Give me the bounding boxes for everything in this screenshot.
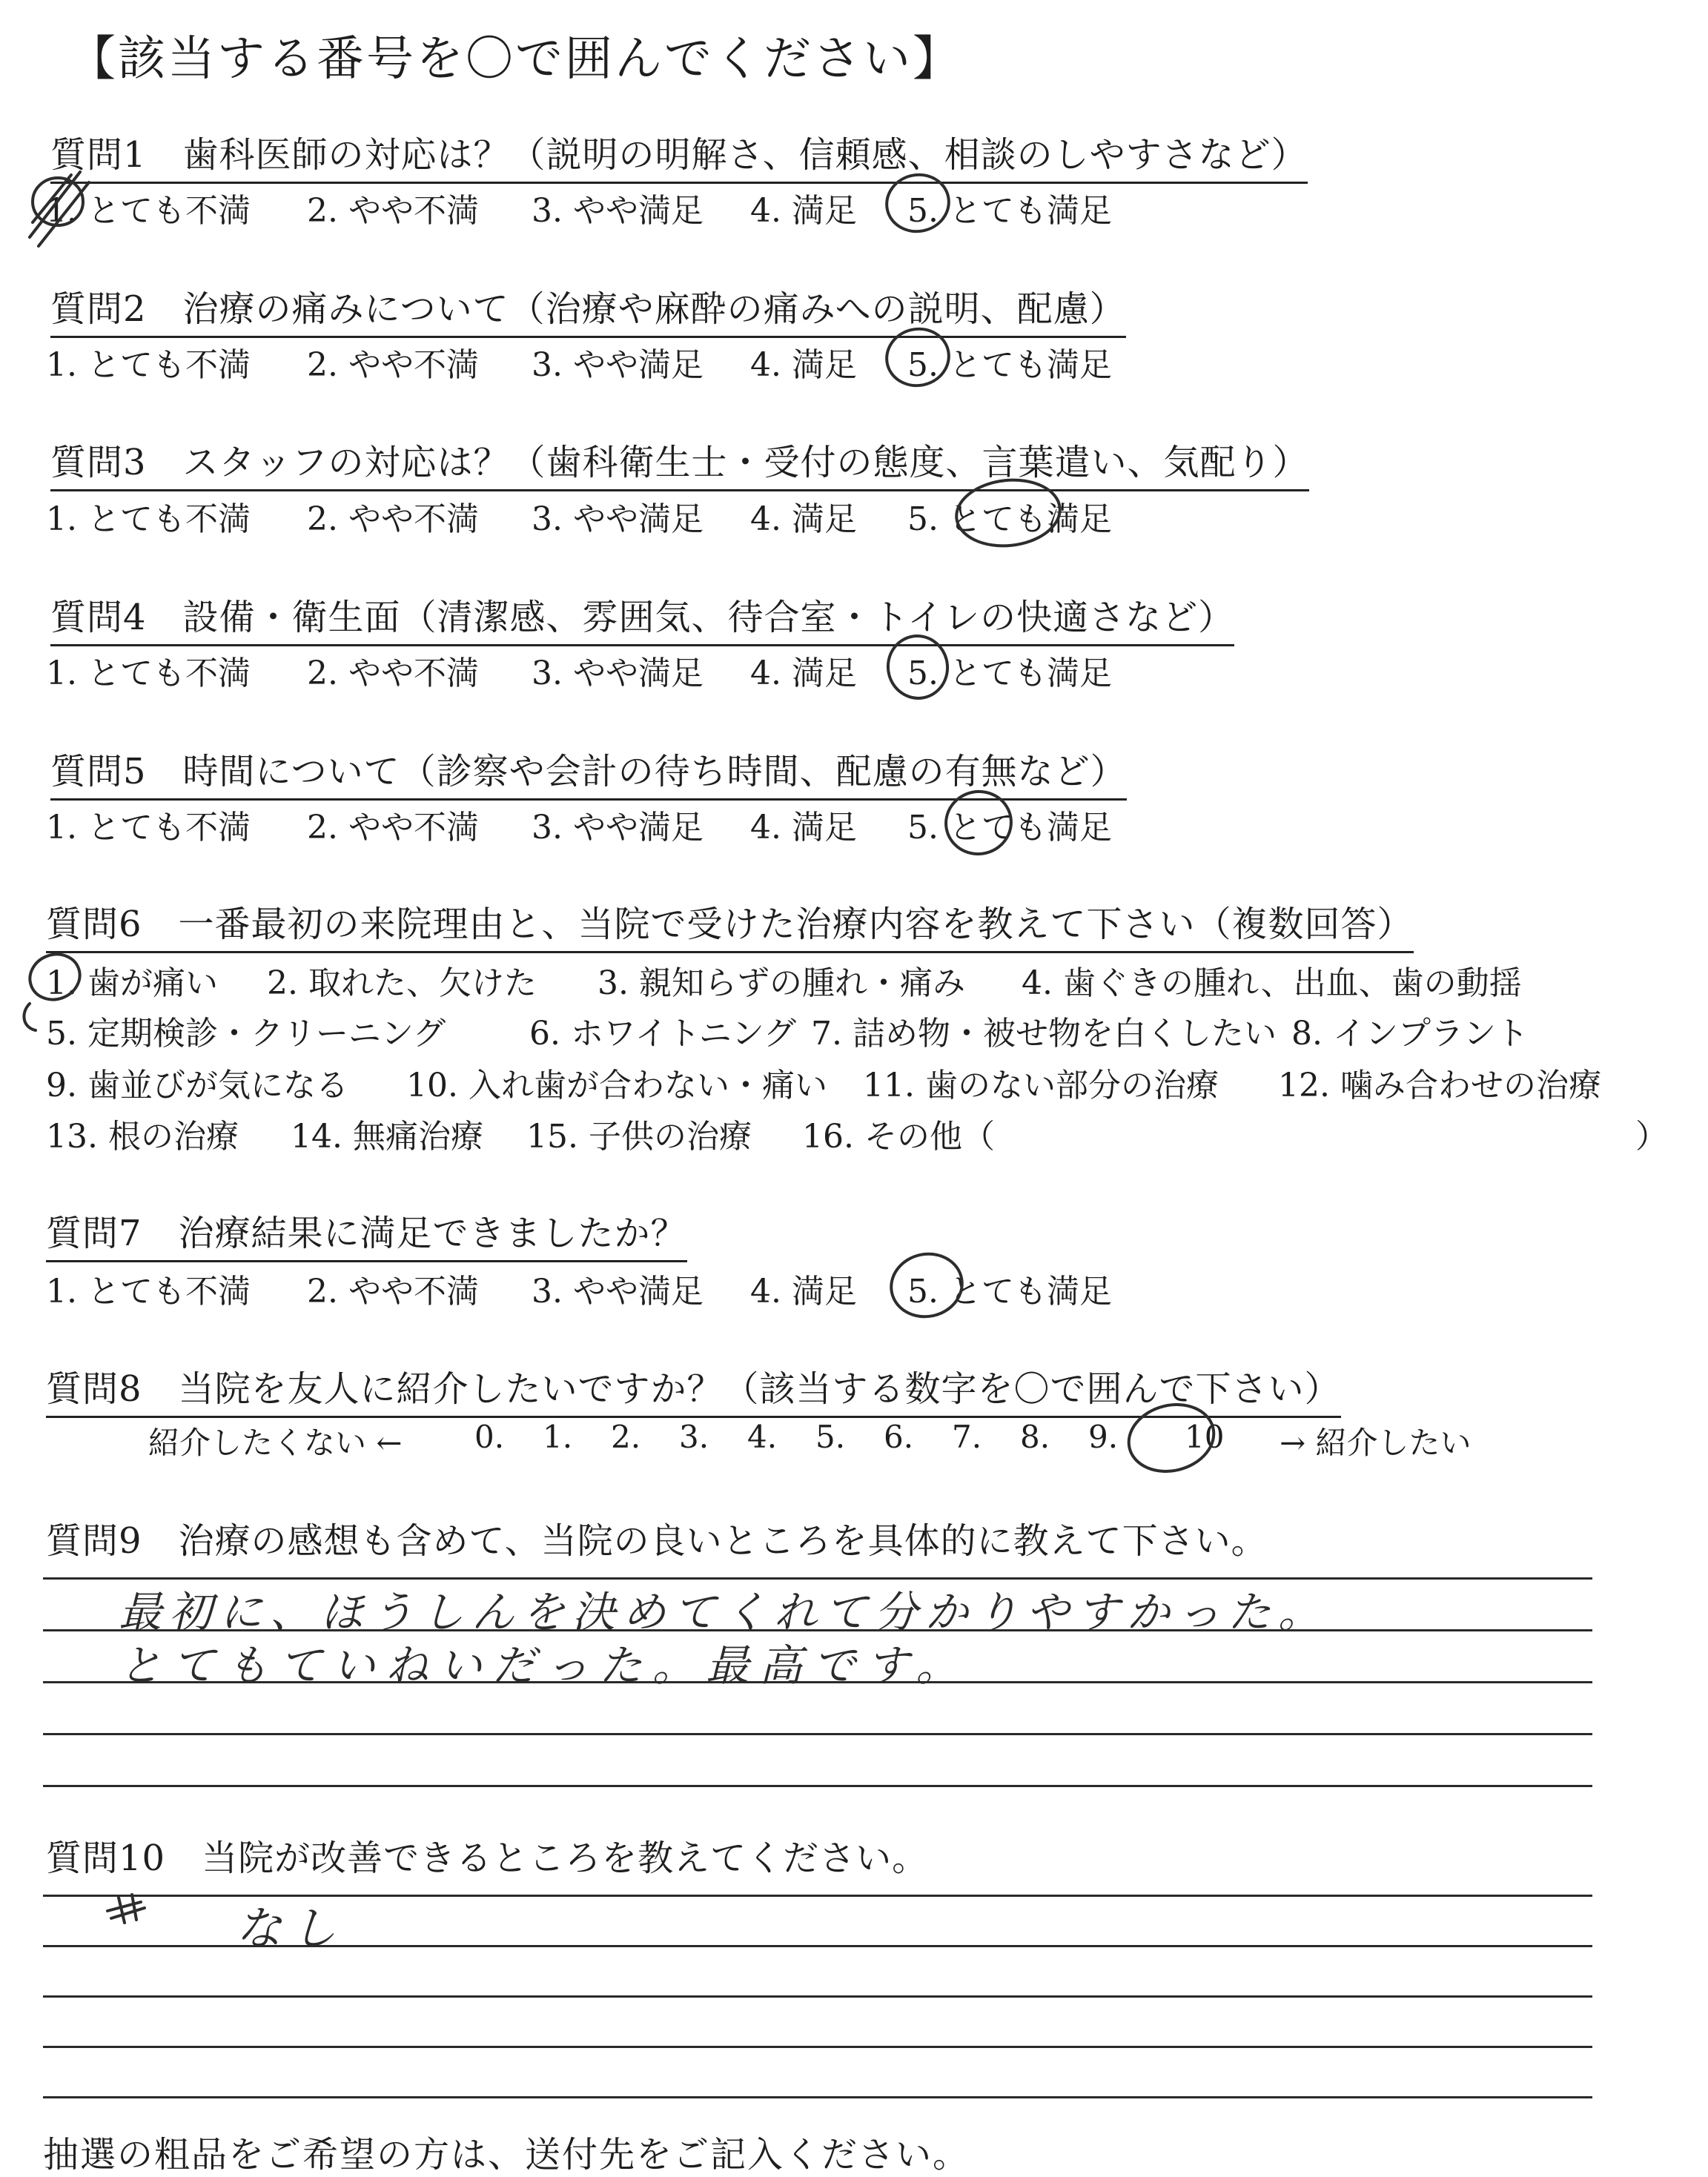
reason-option-10[interactable]: 10. 入れ歯が合わない・痛い <box>406 1067 827 1104</box>
scale-option-7[interactable]: 7. <box>952 1419 982 1455</box>
option-2[interactable]: 2. やや不満 <box>307 655 479 692</box>
option-3[interactable]: 3. やや満足 <box>532 809 704 846</box>
option-3[interactable]: 3. やや満足 <box>532 500 704 538</box>
footer-note: 抽選の粗品をご希望の方は、送付先をご記入ください。 <box>43 2134 970 2176</box>
question-4-title: 質問4 設備・衛生面（清潔感、雰囲気、待合室・トイレの快適さなど） <box>50 589 1234 646</box>
option-1[interactable]: 1. とても不満 <box>46 655 251 692</box>
answer-line <box>43 1733 1592 1735</box>
option-2[interactable]: 2. やや不満 <box>307 346 479 384</box>
option-4[interactable]: 4. 満足 <box>750 1273 857 1310</box>
q10-scratch-mark <box>107 1895 145 1923</box>
option-5[interactable]: 5. とても満足 <box>907 809 1112 846</box>
option-2[interactable]: 2. やや不満 <box>307 192 479 230</box>
q6-selected-mark-5 <box>24 1004 36 1030</box>
option-1[interactable]: 1. とても不満 <box>46 1273 251 1310</box>
reason-option-11[interactable]: 11. 歯のない部分の治療 <box>863 1067 1219 1104</box>
option-5[interactable]: 5. とても満足 <box>907 192 1112 230</box>
reason-option-8[interactable]: 8. インプラント <box>1291 1015 1529 1053</box>
option-1[interactable]: 1. とても不満 <box>46 809 251 846</box>
reason-option-5[interactable]: 5. 定期検診・クリーニング <box>46 1015 446 1053</box>
question-1-title: 質問1 歯科医師の対応は？（説明の明解さ、信頼感、相談のしやすさなど） <box>50 126 1308 184</box>
question-4-options <box>46 646 1112 694</box>
reason-option-1[interactable]: 1. 歯が痛い <box>46 964 218 1002</box>
question-5-options <box>46 801 1112 848</box>
option-1[interactable]: 1. とても不満 <box>46 500 251 538</box>
reason-option-16[interactable]: 16. その他（ <box>802 1118 995 1156</box>
reason-option-14[interactable]: 14. 無痛治療 <box>291 1118 483 1156</box>
option-2[interactable]: 2. やや不満 <box>307 1273 479 1310</box>
reason-option-13[interactable]: 13. 根の治療 <box>46 1118 239 1156</box>
scale-option-2[interactable]: 2. <box>611 1419 641 1455</box>
option-2[interactable]: 2. やや不満 <box>307 500 479 538</box>
option-3[interactable]: 3. やや満足 <box>532 1273 704 1310</box>
option-3[interactable]: 3. やや満足 <box>532 346 704 384</box>
scale-option-4[interactable]: 4. <box>747 1419 778 1455</box>
scale-left-label: 紹介したくない ← <box>148 1425 403 1461</box>
question-10-title: 質問10 当院が改善できるところを教えてください。 <box>46 1838 929 1879</box>
question-6-row-2 <box>46 1007 1529 1054</box>
question-6-row-3 <box>46 1058 1601 1106</box>
scale-option-10[interactable]: 10 <box>1185 1419 1225 1455</box>
reason-option-15[interactable]: 15. 子供の治療 <box>526 1118 752 1156</box>
option-2[interactable]: 2. やや不満 <box>307 809 479 846</box>
answer-line <box>43 2046 1592 2048</box>
reason-other-close-paren: ） <box>1635 1118 1668 1156</box>
question-1-options <box>46 184 1112 231</box>
option-4[interactable]: 4. 満足 <box>750 192 857 230</box>
question-9-title: 質問9 治療の感想も含めて、当院の良いところを具体的に教えて下さい。 <box>46 1520 1268 1562</box>
scale-option-3[interactable]: 3. <box>679 1419 709 1455</box>
answer-line <box>43 2096 1592 2098</box>
question-7-title: 質問7 治療結果に満足できましたか？ <box>46 1205 687 1262</box>
q9-handwritten-answer-2[interactable]: とてもていねいだった。最高です。 <box>119 1640 970 1691</box>
question-2-title: 質問2 治療の痛みについて（治療や麻酔の痛みへの説明、配慮） <box>50 280 1126 338</box>
reason-option-12[interactable]: 12. 噛み合わせの治療 <box>1278 1067 1601 1104</box>
question-3-options <box>46 492 1112 540</box>
reason-option-6[interactable]: 6. ホワイトニング <box>529 1015 797 1053</box>
q9-handwritten-answer-1[interactable]: 最初に、ほうしんを決めてくれて分かりやすかった。 <box>119 1587 1329 1637</box>
scale-option-8[interactable]: 8. <box>1020 1419 1050 1455</box>
option-1[interactable]: 1. とても不満 <box>46 346 251 384</box>
form-title: 【該当する番号を〇で囲んでください】 <box>68 32 962 87</box>
option-5[interactable]: 5. とても満足 <box>907 655 1112 692</box>
q10-handwritten-answer[interactable]: なし <box>236 1901 346 1955</box>
scale-option-9[interactable]: 9. <box>1088 1419 1119 1455</box>
option-4[interactable]: 4. 満足 <box>750 500 857 538</box>
option-4[interactable]: 4. 満足 <box>750 655 857 692</box>
option-1[interactable]: 1. とても不満 <box>46 192 251 230</box>
option-4[interactable]: 4. 満足 <box>750 809 857 846</box>
option-3[interactable]: 3. やや満足 <box>532 192 704 230</box>
answer-line <box>43 1785 1592 1787</box>
question-2-options <box>46 338 1112 385</box>
reason-option-7[interactable]: 7. 詰め物・被せ物を白くしたい <box>811 1015 1277 1053</box>
reason-option-3[interactable]: 3. 親知らずの腫れ・痛み <box>598 964 965 1002</box>
option-3[interactable]: 3. やや満足 <box>532 655 704 692</box>
question-6-row-1 <box>46 956 1522 1004</box>
option-4[interactable]: 4. 満足 <box>750 346 857 384</box>
reason-option-2[interactable]: 2. 取れた、欠けた <box>267 964 537 1002</box>
reason-option-9[interactable]: 9. 歯並びが気になる <box>46 1067 348 1104</box>
question-5-title: 質問5 時間について（診察や会計の待ち時間、配慮の有無など） <box>50 743 1127 801</box>
answer-line <box>43 1995 1592 1998</box>
reason-option-4[interactable]: 4. 歯ぐきの腫れ、出血、歯の動揺 <box>1022 964 1522 1002</box>
scale-option-0[interactable]: 0. <box>474 1419 505 1455</box>
question-6-row-4 <box>46 1110 1668 1157</box>
question-7-options <box>46 1265 1112 1312</box>
option-5[interactable]: 5. とても満足 <box>907 500 1112 538</box>
question-8-scale <box>148 1419 1472 1463</box>
question-8-title: 質問8 当院を友人に紹介したいですか？（該当する数字を〇で囲んで下さい） <box>46 1360 1341 1418</box>
scale-option-6[interactable]: 6. <box>884 1419 914 1455</box>
scale-right-label: → 紹介したい <box>1280 1425 1472 1461</box>
scale-option-1[interactable]: 1. <box>543 1419 573 1455</box>
question-6-title: 質問6 一番最初の来院理由と、当院で受けた治療内容を教えて下さい（複数回答） <box>46 895 1414 953</box>
option-5[interactable]: 5. とても満足 <box>907 1273 1112 1310</box>
question-3-title: 質問3 スタッフの対応は？（歯科衛生士・受付の態度、言葉遣い、気配り） <box>50 434 1309 491</box>
option-5[interactable]: 5. とても満足 <box>907 346 1112 384</box>
scale-option-5[interactable]: 5. <box>815 1419 846 1455</box>
